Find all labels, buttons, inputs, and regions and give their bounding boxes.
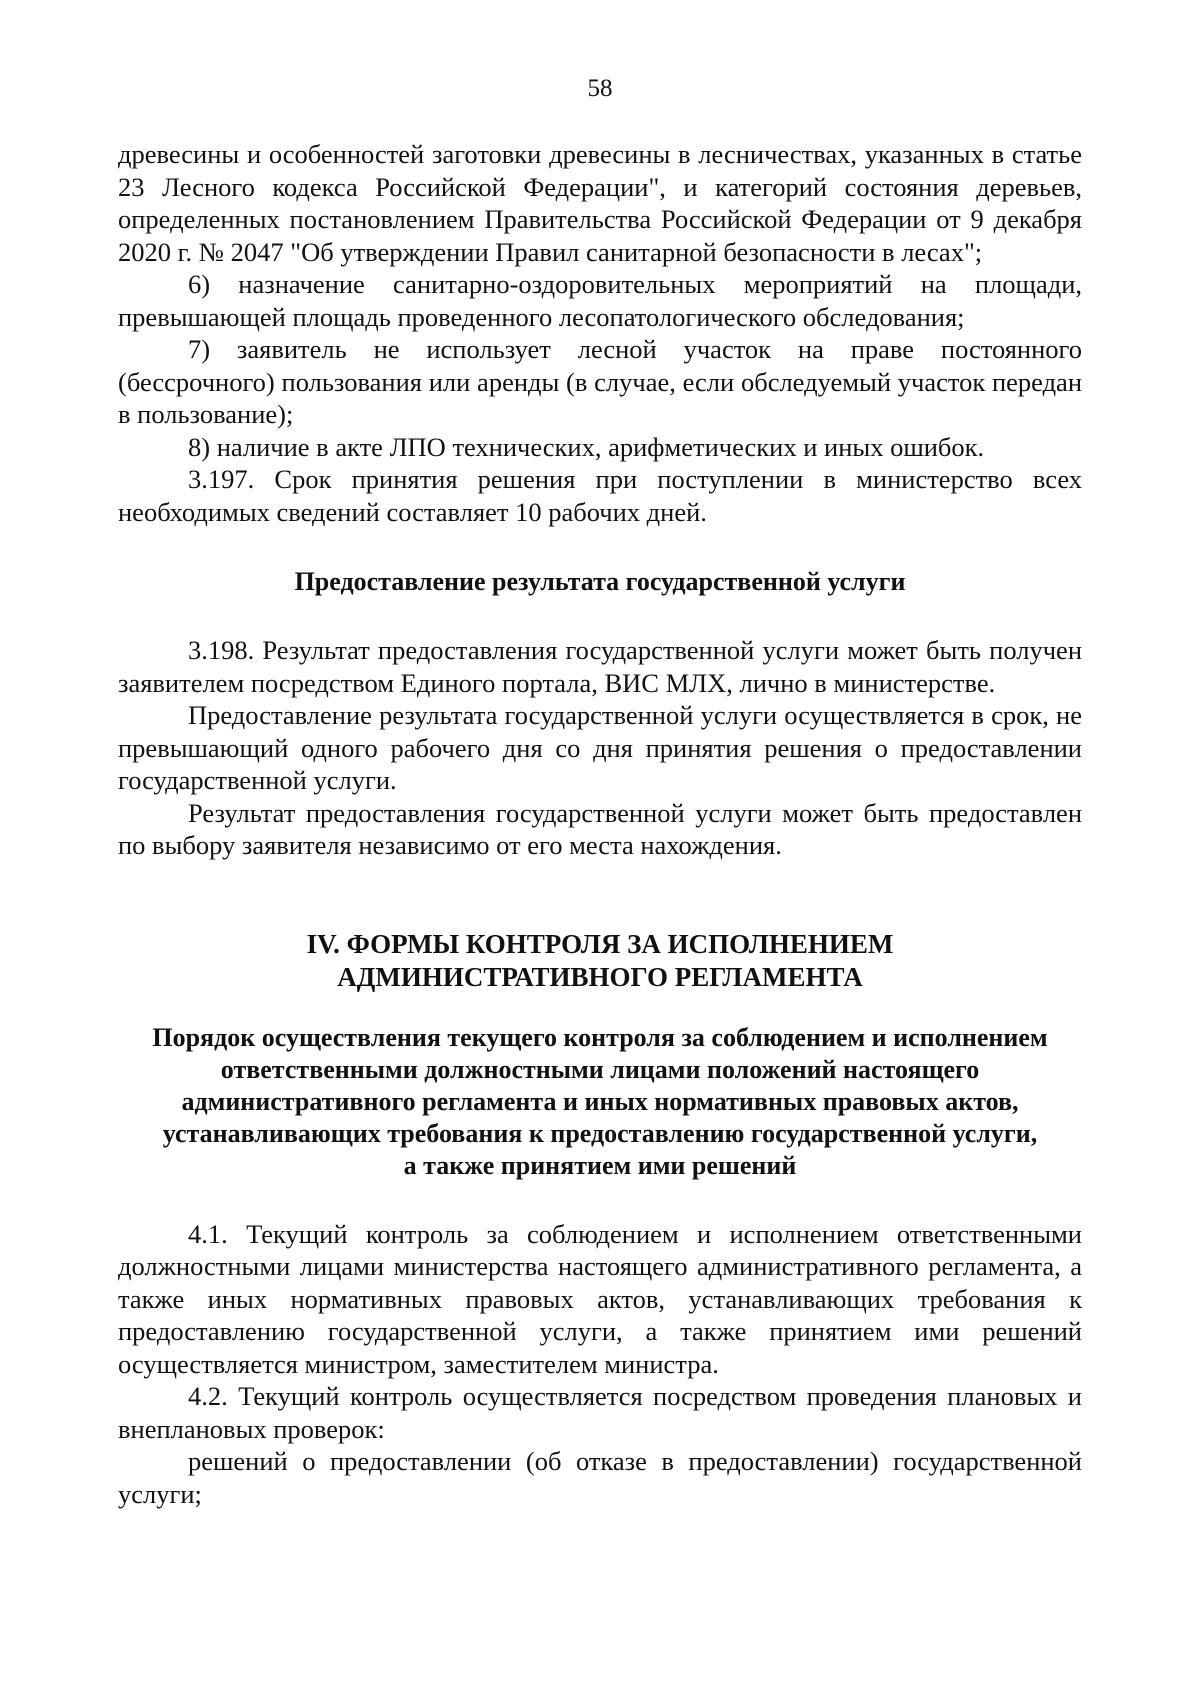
- paragraph: 6) назначение санитарно-оздоровительных мероприятий на площади, превышающей площадь проведенного лесопатологического обследования;: [118, 269, 1082, 332]
- subsection-title-line: ответственными должностными лицами положений настоящего: [220, 1054, 980, 1084]
- section-title: Предоставление результата государственной услуги: [294, 567, 906, 596]
- paragraph: 3.197. Срок принятия решения при поступлении в министерство всех необходимых сведений составляет 10 рабочих дней.: [118, 464, 1082, 527]
- paragraph: древесины и особенностей заготовки древесины в лесничествах, указанных в статье 23 Лесного кодекса Российской Федерации", и категорий состояния деревьев, определенных постановлением Правительства Российской Федерации от 9 декабря 2020 г. № 2047 "Об утверждении Правил санитарной безопасности в лесах";: [118, 139, 1082, 267]
- paragraph: 4.1. Текущий контроль за соблюдением и исполнением ответственными должностными лицами министерства настоящего административного регламента, а также иных нормативных правовых актов, устанавливающих требования к предоставлению государственной услуги, а также принятием ими решений осуществляется министром, заместителем министра.: [118, 1218, 1082, 1379]
- subsection-title-line: а также принятием ими решений: [403, 1150, 797, 1180]
- page-number: 58: [587, 75, 613, 102]
- subsection-title-line: Порядок осуществления текущего контроля за соблюдением и исполнением: [152, 1022, 1048, 1052]
- paragraph: Предоставление результата государственной услуги осуществляется в срок, не превышающий одного рабочего дня со дня принятия решения о предоставлении государственной услуги.: [118, 700, 1082, 795]
- subsection-title-line: административного регламента и иных нормативных правовых актов,: [181, 1086, 1019, 1116]
- paragraph: Результат предоставления государственной услуги может быть предоставлен по выбору заявителя независимо от его места нахождения.: [118, 797, 1082, 860]
- paragraph: 7) заявитель не использует лесной участок на праве постоянного (бессрочного) пользования или аренды (в случае, если обследуемый участок передан в пользование);: [118, 334, 1082, 429]
- chapter-title: [118, 928, 1082, 994]
- chapter-title-line: IV. ФОРМЫ КОНТРОЛЯ ЗА ИСПОЛНЕНИЕМ: [306, 928, 894, 959]
- document-body: [118, 138, 1082, 1510]
- paragraph: 4.2. Текущий контроль осуществляется посредством проведения плановых и внеплановых проверок:: [118, 1381, 1082, 1444]
- subsection-title-line: устанавливающих требования к предоставлению государственной услуги,: [162, 1118, 1038, 1148]
- chapter-title-line: АДМИНИСТРАТИВНОГО РЕГЛАМЕНТА: [337, 961, 863, 992]
- paragraph: 8) наличие в акте ЛПО технических, арифметических и иных ошибок.: [188, 431, 985, 462]
- paragraph: 3.198. Результат предоставления государственной услуги может быть получен заявителем посредством Единого портала, ВИС МЛХ, лично в министерстве.: [118, 635, 1082, 698]
- subsection-title: [118, 1022, 1082, 1182]
- paragraph: решений о предоставлении (об отказе в предоставлении) государственной услуги;: [118, 1446, 1082, 1509]
